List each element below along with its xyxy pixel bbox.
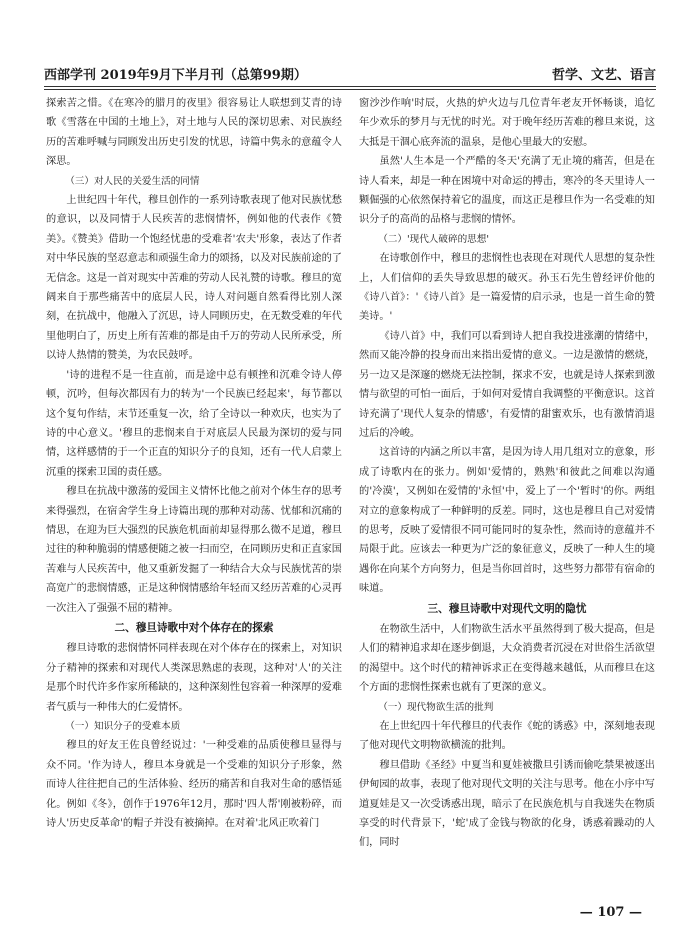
paragraph: 上世纪四十年代，穆旦创作的一系列诗歌表现了他对民族忧愁的意识，以及同情于人民疾苦的悲悯情怀，例如他的代表作《赞美》。《赞美》借助一个饱经忧患的受难者'农夫'形象，表达了作者对中华民族的坚忍意志和顽强生命力的颂扬，以及对民族前途的了无信念。这是一首对现实中苦难的劳动人民礼赞的诗歌。穆旦的宽阔来自于那些痛苦中的底层人民，诗人对问题自然看得比别人深刻，在抗战中，他融入了沉思，诗人同顾历史，在无数受难的年代里他明白了，历史上所有苦难的都是由千万的劳动人民所承受，所以诗人热情的赞美，为农民鼓呼。 (46, 195, 342, 362)
header-rule-thin (44, 89, 656, 90)
paragraph: 探索苦之惜。《在寒冷的腊月的夜里》很容易让人联想到艾青的诗歌《雪落在中国的土地上》，对土地与人民的深切思索、对民族经历的苦难呼喊与同顾发出历史引发的忧思，诗篇中隽永的意蕴令人深思。 (46, 98, 342, 168)
subsection-heading: （二）'现代人破碎的思想' (378, 233, 489, 245)
paragraph: 《诗八首》中，我们可以看到诗人把自我投进涨潮的情绪中，然而又能冷静的投身而出来指出爱情的意义。一边是激情的燃烧，另一边又是深邃的燃烧无法控制，探求不安，也就是诗人探索到激情与欲望的可怕一面后，于如何对爱情自我调整的平衡意识。这首诗充满了'现代人复杂的情感'，有爱情的甜蜜欢乐，也有激情消退过后的冷峻。 (359, 330, 655, 439)
paragraph: 穆旦的好友王佐良曾经说过：'一种受难的品质使穆旦显得与众不同。'作为诗人，穆旦本身就是一个受难的知识分子形象，然而诗人往往把自己的生活体验、经历的痛苦和自我对生命的感悟延化。例如《冬》，创作于1976年12月，那时'四人帮'刚被粉碎，而诗人'历史反革命'的帽子并没有被摘掉。在对着'北风正吹着门 (46, 740, 342, 830)
paragraph: 在诗歌创作中，穆旦的悲悯性也表现在对现代人思想的复杂性上，人们信仰的丢失导致思想的破灭。孙玉石先生曾经评价他的《诗八首》：'《诗八首》是一篇爱情的启示录，也是一首生命的赞美诗。' (359, 253, 655, 323)
page-number: — 107 — (579, 905, 642, 920)
paragraph: 窗沙沙作响'时辰，火热的炉火边与几位青年老友开怀畅谈，追忆年少欢乐的梦月与无忧的时光。对于晚年经历苦难的穆旦来说，这大抵是干涸心底奔流的温泉，是他心里最大的安慰。 (359, 98, 655, 148)
subsection-heading: （三）对人民的关爱生活的同情 (65, 175, 200, 187)
paragraph: 穆旦借助《圣经》中夏当和夏娃被撒旦引诱而偷吃禁果被逐出伊甸园的故事，表现了他对现代文明的关注与思考。他在小序中写道夏娃是又一次受诱惑出现，暗示了在民族危机与自我迷失在物质享受的时代背景下，'蛇'成了金钱与物欲的化身，诱惑着躁动的人们，同时 (359, 759, 655, 849)
paragraph: 穆旦在抗战中激荡的爱国主义情怀比他之前对个体生存的思考来得强烈，在宿舍学生身上诗篇出现的那种对动荡、忧郁和沉痛的情思，在迎为巨大强烈的民族危机面前却显得那么微不足道，穆旦过往的种种脆弱的情感便随之被一扫而空，在同顾历史和正直家国苦难与人民疾苦中，他又重新发掘了一种结合大众与民族忧苦的崇高宽广的悲悯情感，正是这种悯情感给年轻而又经历苦难的心灵再一次注入了强强不屈的精神。 (46, 486, 342, 614)
section-heading: 二、穆旦诗歌中对个体存在的探索 (114, 621, 274, 634)
paragraph: 穆旦诗歌的悲悯情怀同样表现在对个体存在的探索上，对知识分子精神的探索和对现代人类深思熟虑的表现，这种对'人'的关注是那个时代许多作家所稀缺的，这种深刻性包容着一种深厚的爱难者气质与一种伟大的仁爱情怀。 (46, 643, 342, 713)
paragraph: 这首诗的内涵之所以丰富，是因为诗人用几组对立的意象，形成了诗歌内在的张力。例如'爱情的，熟熟'和彼此之间难以沟通的'冷漠'，又例如在爱情的'永恒'中，爱上了一个'暂时'的你。两组对立的意象构成了一种鲜明的反差。同时，这也是穆旦自己对爱情的思考，反映了爱情很不同可能同时的复杂性，然而诗的意蕴并不局限于此。应该去一种更为广泛的象征意义，反映了一种人生的境遇你在向某个方向努力，但是当你回首时，这些努力都带有宿命的味道。 (359, 447, 655, 595)
paragraph: '诗的进程不是一往直前，而是途中总有顿挫和沉难令诗人停顿，沉吟，但每次都因有力的转为'一个民族已经起来'，每节都以这个复句作结，末节还重复一次，给了全诗以一种欢庆，也实为了诗的中心意义。'穆旦的悲悯来自于对底层人民最为深切的爱与同情，这样感情的于一个正直的知识分子的良知，还有一代人启蒙上沉重的探索卫国的责任感。 (46, 369, 342, 478)
paragraph: 虽然'人生本是一个严酷的冬天'充满了无止境的痛苦，但是在诗人看来，却是一种在困境中对命运的搏击，寒冷的冬天里诗人一颗倔强的心依然保持着它的温度，而这正是穆旦作为一名受难的知识分子的高尚的品格与悲悯的情怀。 (359, 156, 655, 226)
left-column (46, 94, 342, 833)
paragraph: 在物欲生活中，人们物欲生活水平虽然得到了极大提高，但是人们的精神追求却在逐步倒退，大众消费者沉浸在对世俗生活欲望的渴望中。这个时代的精神诉求正在变得越来越低，从而穆旦在这个方面的悲悯性探索也就有了更深的意义。 (359, 623, 655, 694)
journal-issue-title: 西部学刊 2019年9月下半月刊（总第99期） (44, 68, 307, 83)
running-header (44, 64, 656, 84)
subsection-heading: （一）知识分子的受难本质 (65, 721, 181, 732)
header-rule (44, 86, 656, 87)
section-label: 哲学、文艺、语言 (551, 68, 656, 83)
right-column (359, 94, 655, 853)
section-heading: 三、穆旦诗歌中对现代文明的隐忧 (427, 602, 587, 615)
subsection-heading: （一）现代物欲生活的批判 (378, 701, 494, 713)
paragraph: 在上世纪四十年代穆旦的代表作《蛇的诱惑》中，深刻地表现了他对现代文明物欲横流的批判。 (359, 721, 655, 752)
